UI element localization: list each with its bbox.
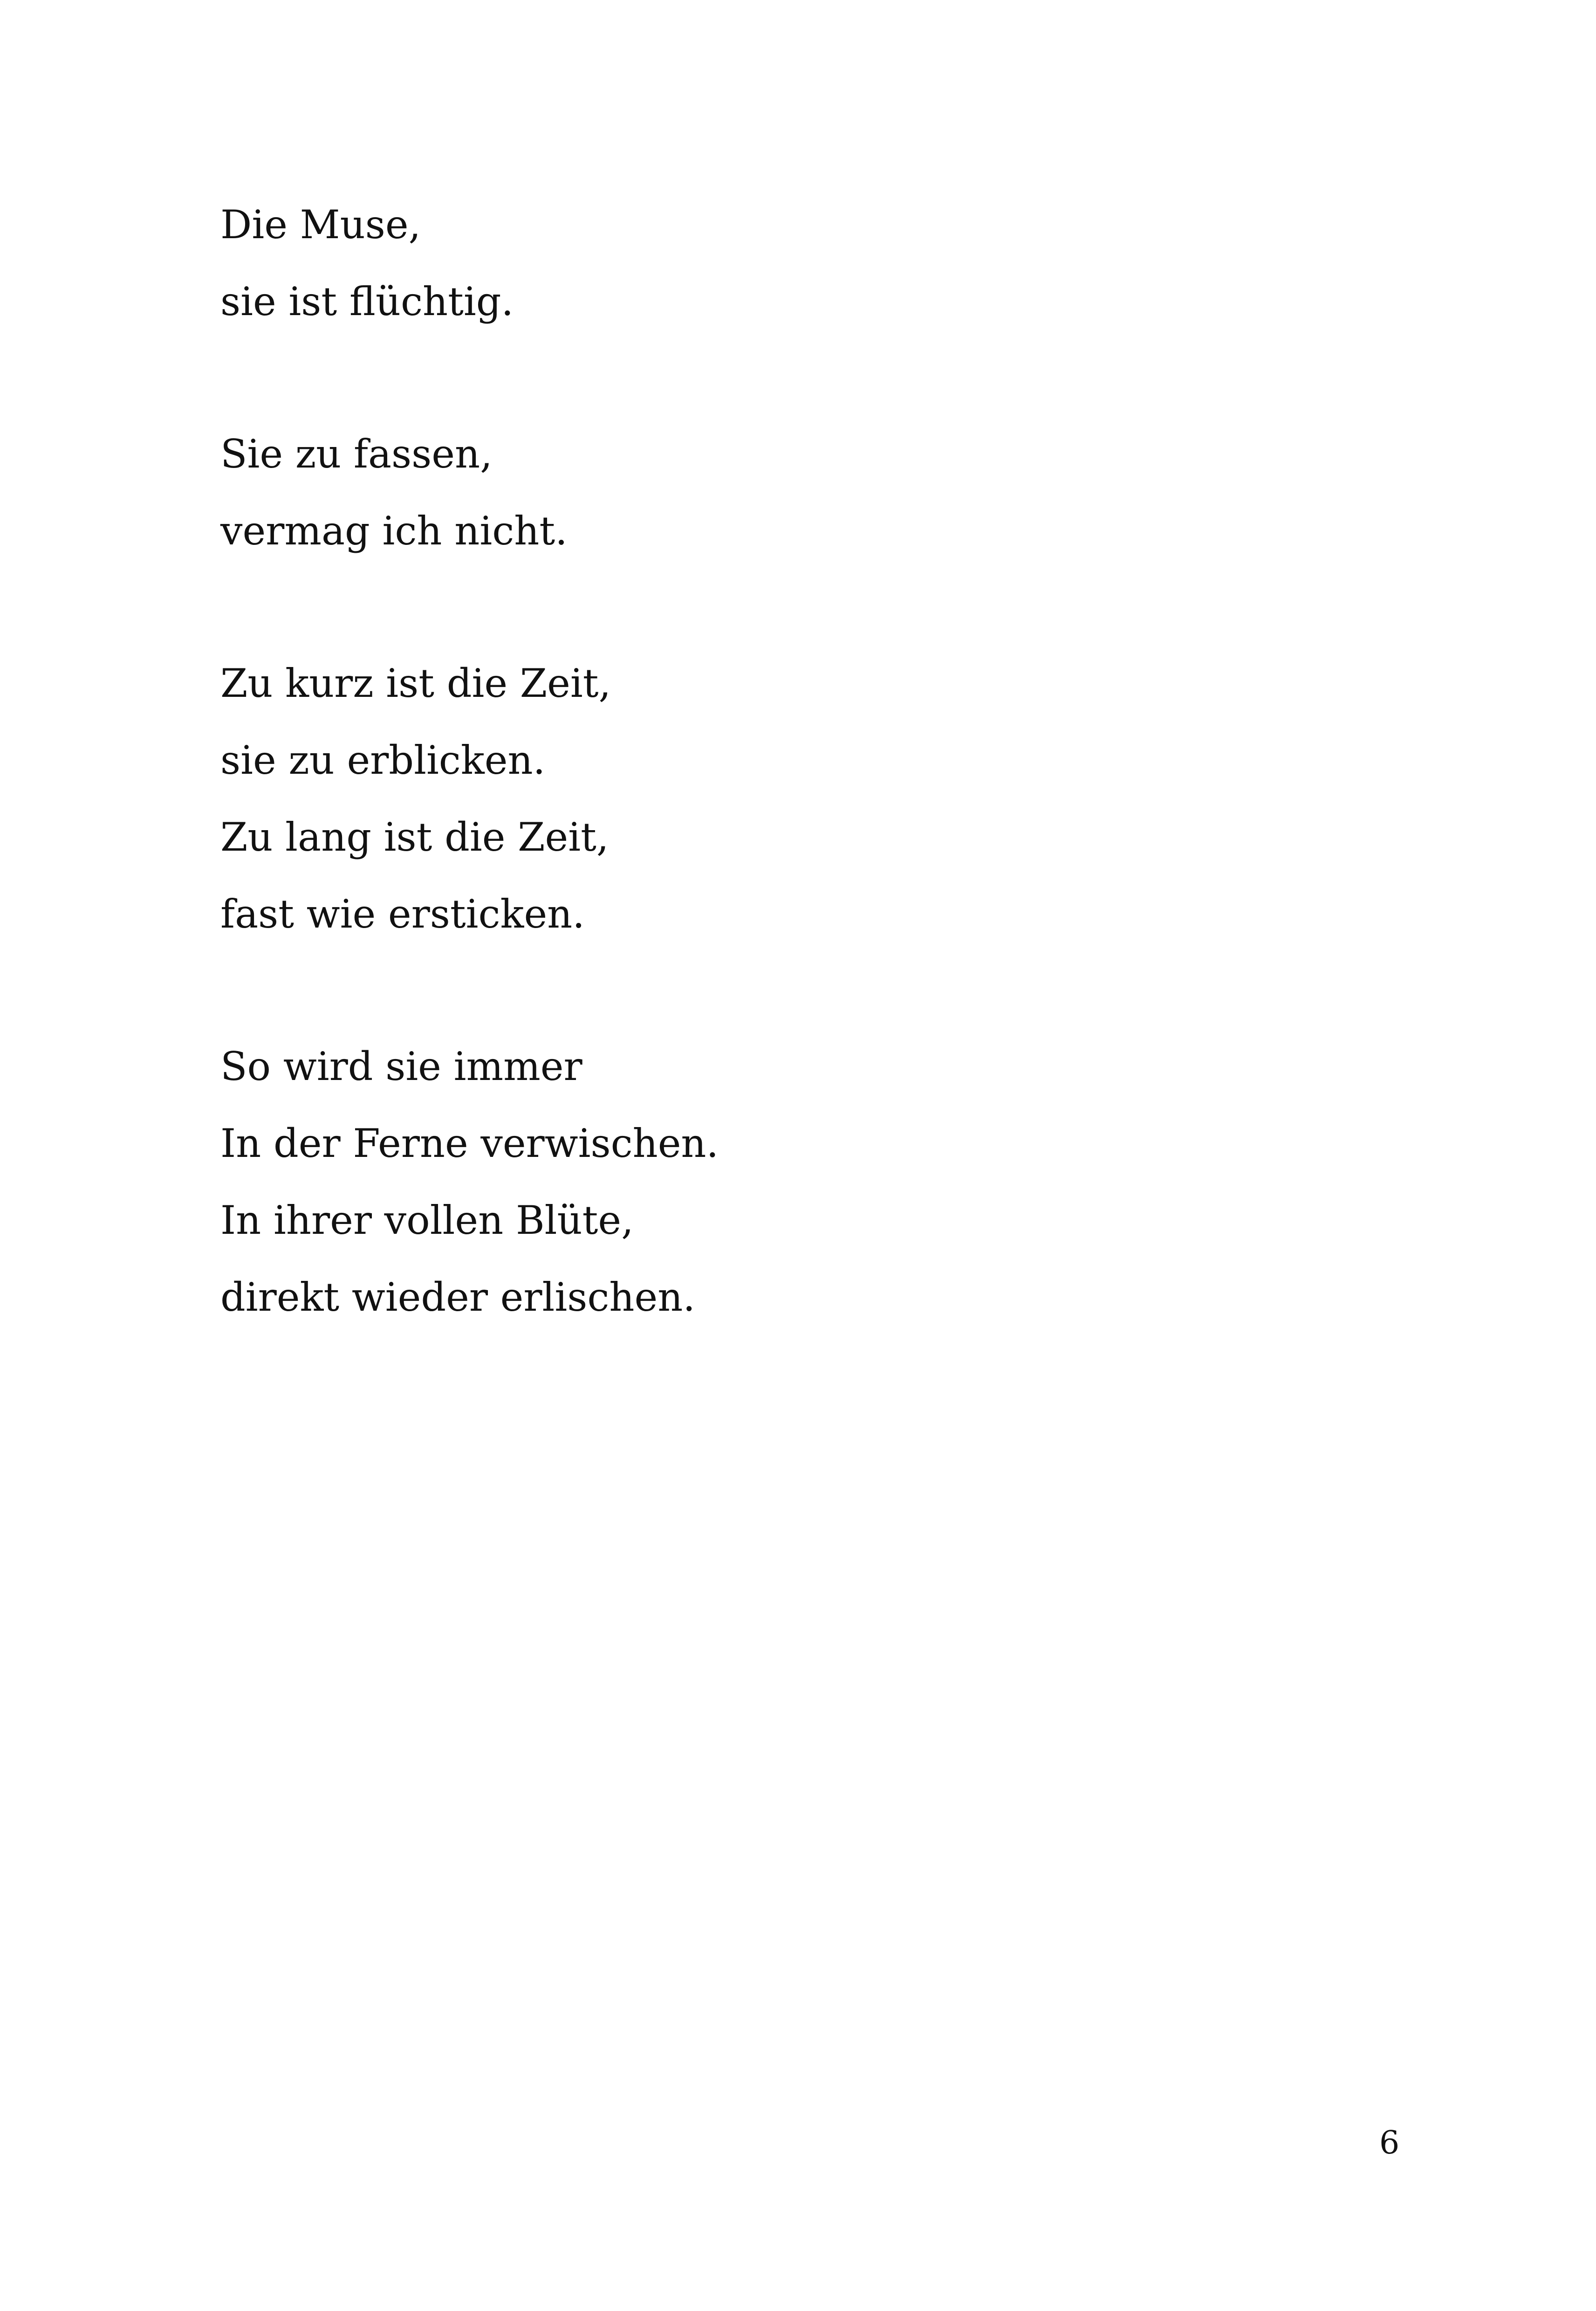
stanza-1 [220,186,1432,340]
poem-line: In der Ferne verwischen. [220,1121,719,1166]
poem-line: fast wie ersticken. [220,891,585,937]
page-number: 6 [1379,2125,1400,2161]
poem-line: In ihrer vollen Blüte, [220,1197,634,1243]
poem [220,186,1432,1411]
poem-line: Die Muse, [220,202,421,248]
poem-line: Zu lang ist die Zeit, [220,814,609,860]
poem-line: sie zu erblicken. [220,737,546,783]
poem-line: direkt wieder erlischen. [220,1274,696,1320]
stanza-4 [220,1028,1432,1336]
stanza-2 [220,416,1432,570]
poem-line: Zu kurz ist die Zeit, [220,660,611,706]
poem-line: vermag ich nicht. [220,508,568,554]
poem-line: Sie zu fassen, [220,431,493,477]
poem-line: sie ist flüchtig. [220,279,514,324]
poem-line: So wird sie immer [220,1044,582,1089]
stanza-3 [220,645,1432,953]
